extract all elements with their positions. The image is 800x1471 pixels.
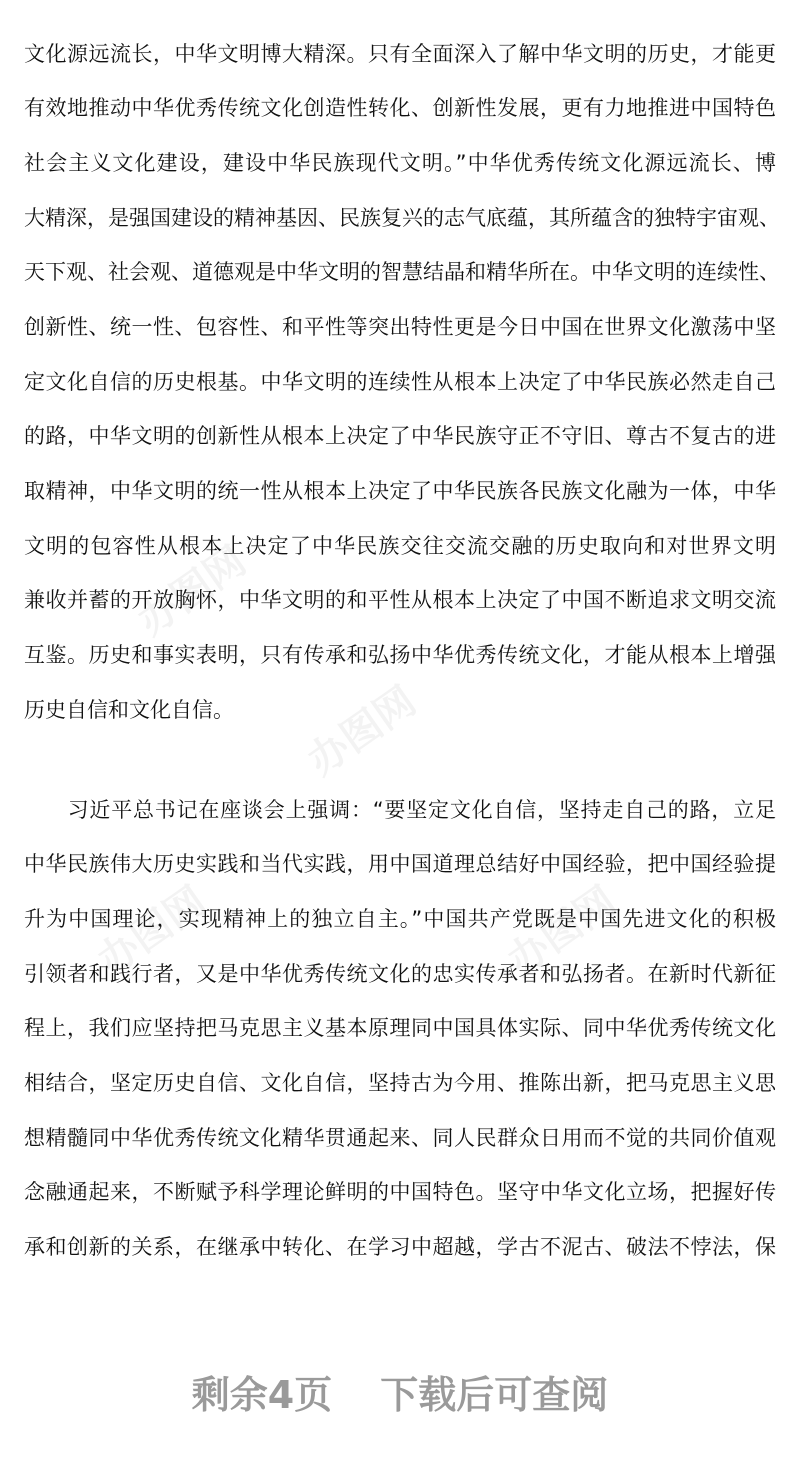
text-line: 程上，我们应坚持把马克思主义基本原理同中国具体实际、同中华优秀传统文化 <box>24 1016 776 1040</box>
text-line: 文化源远流长，中华文明博大精深。只有全面深入了解中华文明的历史，才能更 <box>24 42 776 66</box>
text-line: 相结合，坚定历史自信、文化自信，坚持古为今用、推陈出新，把马克思主义思 <box>24 1071 776 1095</box>
text-line: 天下观、社会观、道德观是中华文明的智慧结晶和精华所在。中华文明的连续性、 <box>24 260 780 284</box>
text-line: 引领者和践行者，又是中华优秀传统文化的忠实传承者和弘扬者。在新时代新征 <box>24 962 776 986</box>
watermark: 办图网 <box>299 678 425 785</box>
text-line: 想精髓同中华优秀传统文化精华贯通起来、同人民群众日用而不觉的共同价值观 <box>24 1126 776 1150</box>
text-line: 取精神，中华文明的统一性从根本上决定了中华民族各民族文化融为一体，中华 <box>24 479 776 503</box>
text-line: 兼收并蓄的开放胸怀，中华文明的和平性从根本上决定了中国不断追求文明交流 <box>24 588 776 612</box>
text-line: 有效地推动中华优秀传统文化创造性转化、创新性发展，更有力地推进中国特色 <box>24 96 776 120</box>
text-line: 承和创新的关系，在继承中转化、在学习中超越，学古不泥古、破法不悖法，保 <box>24 1235 776 1259</box>
text-line: 创新性、统一性、包容性、和平性等突出特性更是今日中国在世界文化激荡中坚 <box>24 315 776 339</box>
watermark: 办图网 <box>89 878 215 985</box>
text-line: 社会主义文化建设，建设中华民族现代文明。”中华优秀传统文化源远流长、博 <box>24 151 776 175</box>
text-line: 互鉴。历史和事实表明，只有传承和弘扬中华优秀传统文化，才能从根本上增强 <box>24 643 776 667</box>
text-line: 念融通起来，不断赋予科学理论鲜明的中国特色。坚守中华文化立场，把握好传 <box>24 1180 776 1204</box>
text-line: 中华民族伟大历史实践和当代实践，用中国道理总结好中国经验，把中国经验提 <box>24 852 776 876</box>
text-line: 文明的包容性从根本上决定了中华民族交往交流交融的历史取向和对世界文明 <box>24 534 776 558</box>
download-hint-label: 下载后可查阅 <box>380 1373 609 1417</box>
remaining-pages-label: 剩余4页 <box>191 1373 333 1417</box>
text-line: 定文化自信的历史根基。中华文明的连续性从根本上决定了中华民族必然走自己 <box>24 370 776 394</box>
text-line: 的路，中华文明的创新性从根本上决定了中华民族守正不守旧、尊古不复古的进 <box>24 424 776 448</box>
text-line: 历史自信和文化自信。 <box>24 698 234 722</box>
watermark: 办图网 <box>129 538 255 645</box>
text-line: 大精深，是强国建设的精神基因、民族复兴的志气底蕴，其所蕴含的独特宇宙观、 <box>24 206 780 230</box>
watermark: 办图网 <box>499 878 625 985</box>
download-banner[interactable] <box>0 1360 800 1430</box>
text-line: 习近平总书记在座谈会上强调：“要坚定文化自信，坚持走自己的路，立足 <box>24 798 776 822</box>
text-line: 升为中国理论，实现精神上的独立自主。”中国共产党既是中国先进文化的积极 <box>24 907 776 931</box>
